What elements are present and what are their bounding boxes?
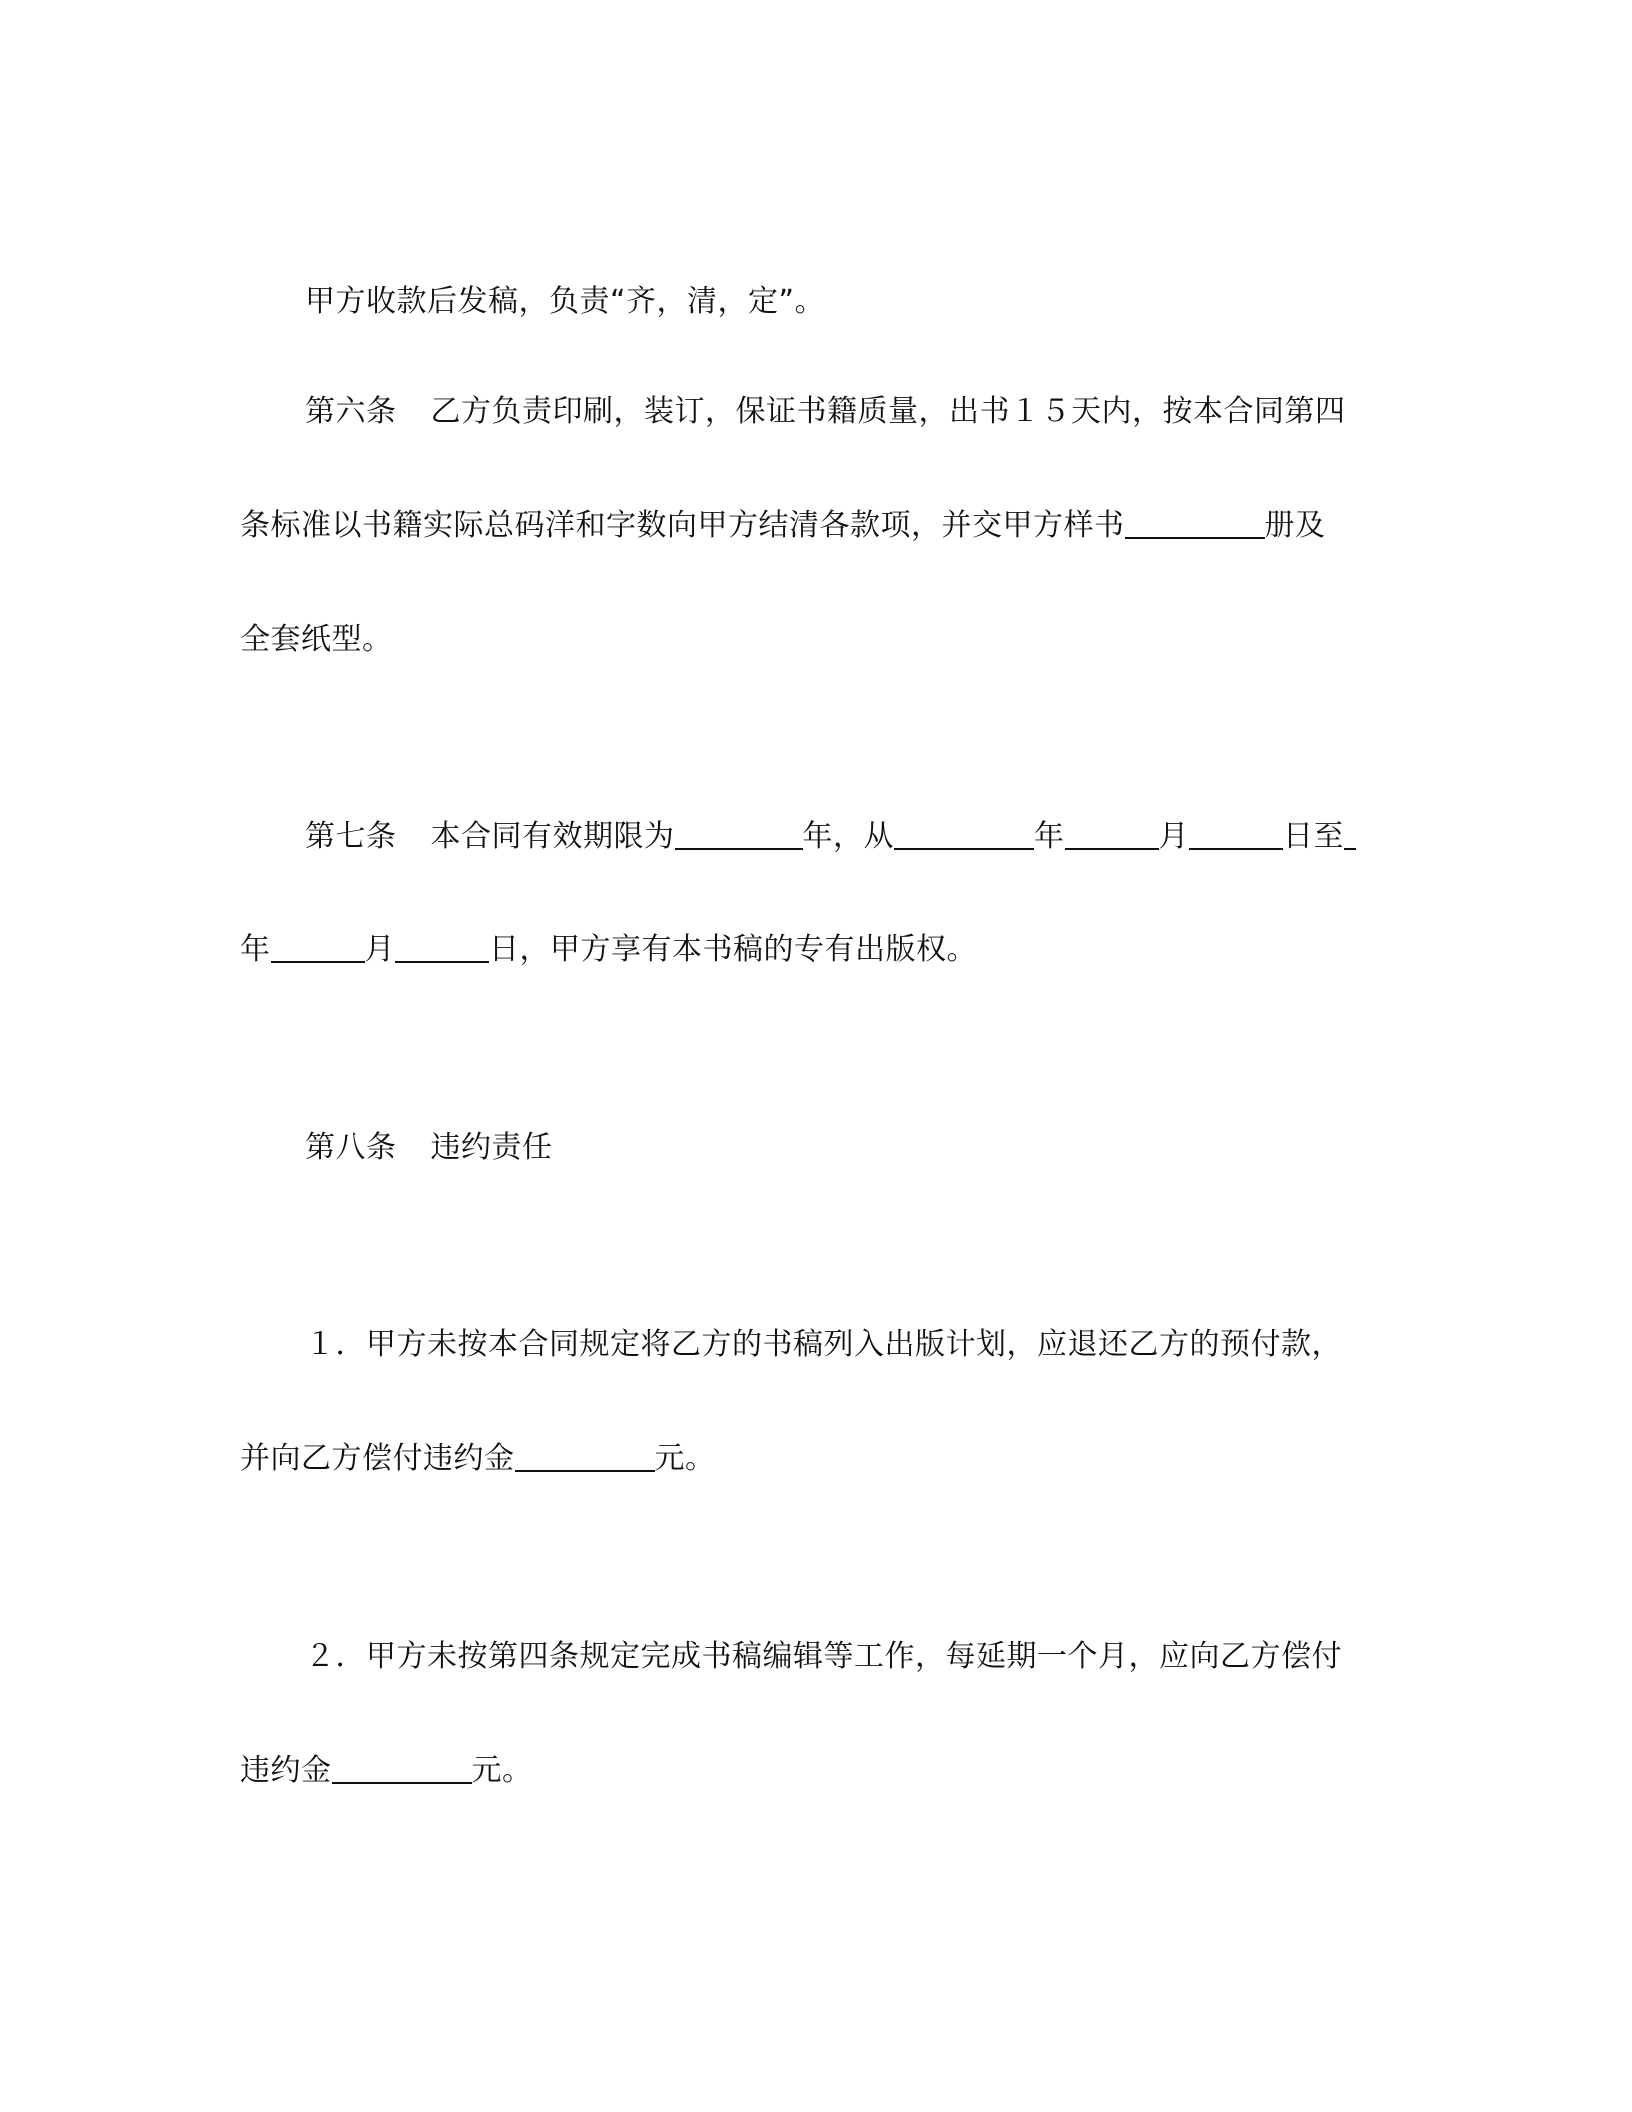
text: 月 (1158, 819, 1189, 854)
text: 本合同有效期限为 (430, 819, 675, 854)
paragraph-line-1 (305, 282, 825, 322)
end-day-blank[interactable] (395, 931, 489, 963)
sample-count-blank[interactable] (1125, 507, 1265, 539)
text: 甲方收款后发稿，负责“齐，清，定”。 (305, 284, 826, 319)
end-month-blank[interactable] (271, 931, 365, 963)
text: 月 (364, 932, 395, 967)
text: 年，从 (802, 819, 894, 854)
clause-1-line-2 (240, 1439, 716, 1479)
text: 元。 (471, 1753, 533, 1788)
clause-1-line-1 (305, 1325, 1342, 1365)
clause-2-line-2 (240, 1751, 533, 1791)
text: 违约金 (240, 1753, 332, 1788)
text: 违约责任 (430, 1130, 553, 1165)
article-6-line-1 (305, 392, 1346, 432)
text: 年 (1034, 819, 1065, 854)
term-years-blank[interactable] (675, 818, 803, 850)
article-7-line-1 (305, 817, 1356, 857)
text: １．甲方未按本合同规定将乙方的书稿列入出版计划，应退还乙方的预付款， (305, 1327, 1342, 1362)
clause-2-line-1 (305, 1637, 1342, 1677)
end-year-blank[interactable] (1344, 818, 1356, 850)
penalty-amount-blank-2[interactable] (332, 1752, 472, 1784)
start-day-blank[interactable] (1189, 818, 1283, 850)
text: 元。 (654, 1441, 716, 1476)
text: 册及 (1264, 508, 1326, 543)
article-8-heading (305, 1128, 553, 1168)
text: 年 (240, 932, 271, 967)
text: 并向乙方偿付违约金 (240, 1441, 515, 1476)
text: 全套纸型。 (240, 622, 393, 657)
article-number: 第八条 (305, 1130, 397, 1165)
text: 日，甲方享有本书稿的专有出版权。 (489, 932, 977, 967)
penalty-amount-blank-1[interactable] (515, 1440, 655, 1472)
text: 乙方负责印刷，装订，保证书籍质量，出书１５天内，按本合同第四 (430, 394, 1346, 429)
article-7-line-2 (240, 930, 977, 970)
article-6-line-2 (240, 506, 1326, 546)
article-number: 第六条 (305, 394, 397, 429)
start-month-blank[interactable] (1065, 818, 1159, 850)
text: 日至 (1283, 819, 1344, 854)
article-number: 第七条 (305, 819, 397, 854)
text: ２．甲方未按第四条规定完成书稿编辑等工作，每延期一个月，应向乙方偿付 (305, 1639, 1342, 1674)
article-6-line-3 (240, 620, 393, 660)
start-year-blank[interactable] (894, 818, 1034, 850)
text: 条标准以书籍实际总码洋和字数向甲方结清各款项，并交甲方样书 (240, 508, 1125, 543)
